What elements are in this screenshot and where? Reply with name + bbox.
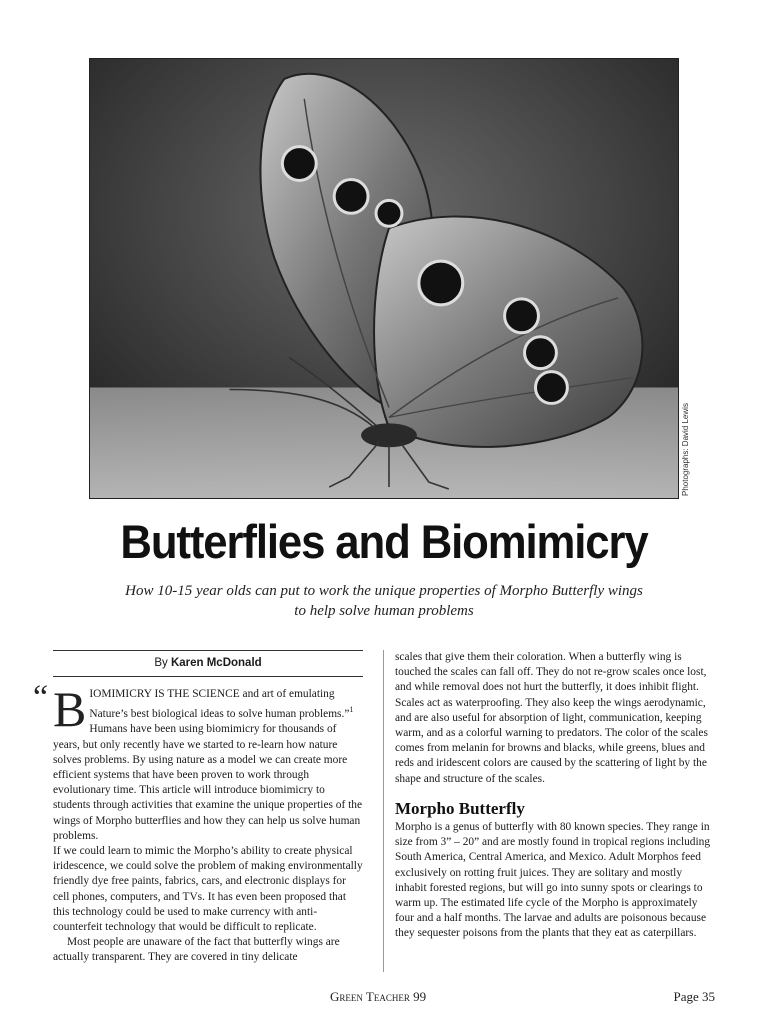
intro-caps: IOMIMICRY IS THE SCIENCE	[89, 688, 240, 701]
butterfly-illustration	[90, 59, 678, 498]
footnote-mark: 1	[349, 705, 354, 715]
intro-after: Humans have been using biomimicry for thousands of years, but only recently have we started to re-learn how nature solves problems. By using nature as a model we can create more efficient systems that have been proven to work through evolutionary time. This article will introduce biomimicry to students through activities that examine the unique properties of the wings of Morpho butterflies and how they can help us solve human problems.	[53, 723, 363, 842]
right-column	[395, 650, 715, 942]
byline-bottom-rule	[53, 676, 363, 677]
article-title: Butterflies and Biomimicry	[120, 515, 648, 568]
publication-name: Green Teacher 99	[330, 989, 427, 1004]
left-column	[33, 650, 363, 966]
author-name: Karen McDonald	[170, 657, 262, 669]
photo-credit: Photographs: David Lewis	[681, 403, 690, 496]
article-subtitle	[90, 581, 678, 621]
column-divider	[383, 650, 384, 972]
open-quote-mark: “	[33, 679, 49, 717]
paragraph-morpho: Morpho is a genus of butterfly with 80 known species. They range in size from 3” – 20” and are mostly found in tropical regions including South America, Central America, and Mexico. Adult Morphos feed exclusively on rotting fruit juices. They are solitary and mostly inhabit forested regions, but will go into sunny spots or clearings to warm up. The estimated life cycle of the Morpho is approximately four and a half months. The larvae and adults are poisonous because they sequester poisons from the plants that they eat as caterpillars.	[395, 821, 711, 940]
morpho-butterfly-photo	[89, 58, 679, 499]
byline	[53, 651, 363, 676]
drop-cap: B	[53, 681, 87, 738]
page-number: Page 35	[673, 989, 715, 1004]
paragraph-iridescence: If we could learn to mimic the Morpho’s ability to create physical iridescence, we could solve the problem of making environmentally friendly dye free paints, fabrics, cars, and electronic displays for cell phones, computers, and TVs. It has even been proposed that this technology could be used to make currency with anti-counterfeit technology that would be difficult to replicate.	[53, 845, 363, 934]
section-heading: Morpho Butterfly	[395, 798, 525, 818]
paragraph-scales: scales that give them their coloration. When a butterfly wing is touched the scales can fall off. They do not re-grow scales once lost, and while removal does not hurt the butterfly, it does inhibit flight. Scales act as waterproofing. They also keep the wings aerodynamic, and are also useful for absorption of light, communication, keeping warm, and as a colorful warning to predators. The color of the scales comes from melanin for browns and blacks, while greens, blues and reds and iridescent colors are caused by the scattering of light by the shape and structure of the scales.	[395, 651, 708, 785]
subtitle-line-1: How 10-15 year olds can put to work the unique properties of Morpho Butterfly wings	[125, 583, 643, 599]
subtitle-line-2: to help solve human problems	[294, 603, 474, 619]
paragraph-transparent-wings: Most people are unaware of the fact that butterfly wings are actually transparent. They are covered in tiny delicate	[53, 936, 340, 964]
intro-text	[53, 681, 363, 844]
intro-rest: and art of emulating Nature’s best biological ideas to solve human problems.”	[89, 688, 350, 721]
byline-prefix: By	[154, 657, 168, 669]
intro-paragraph	[33, 679, 363, 844]
